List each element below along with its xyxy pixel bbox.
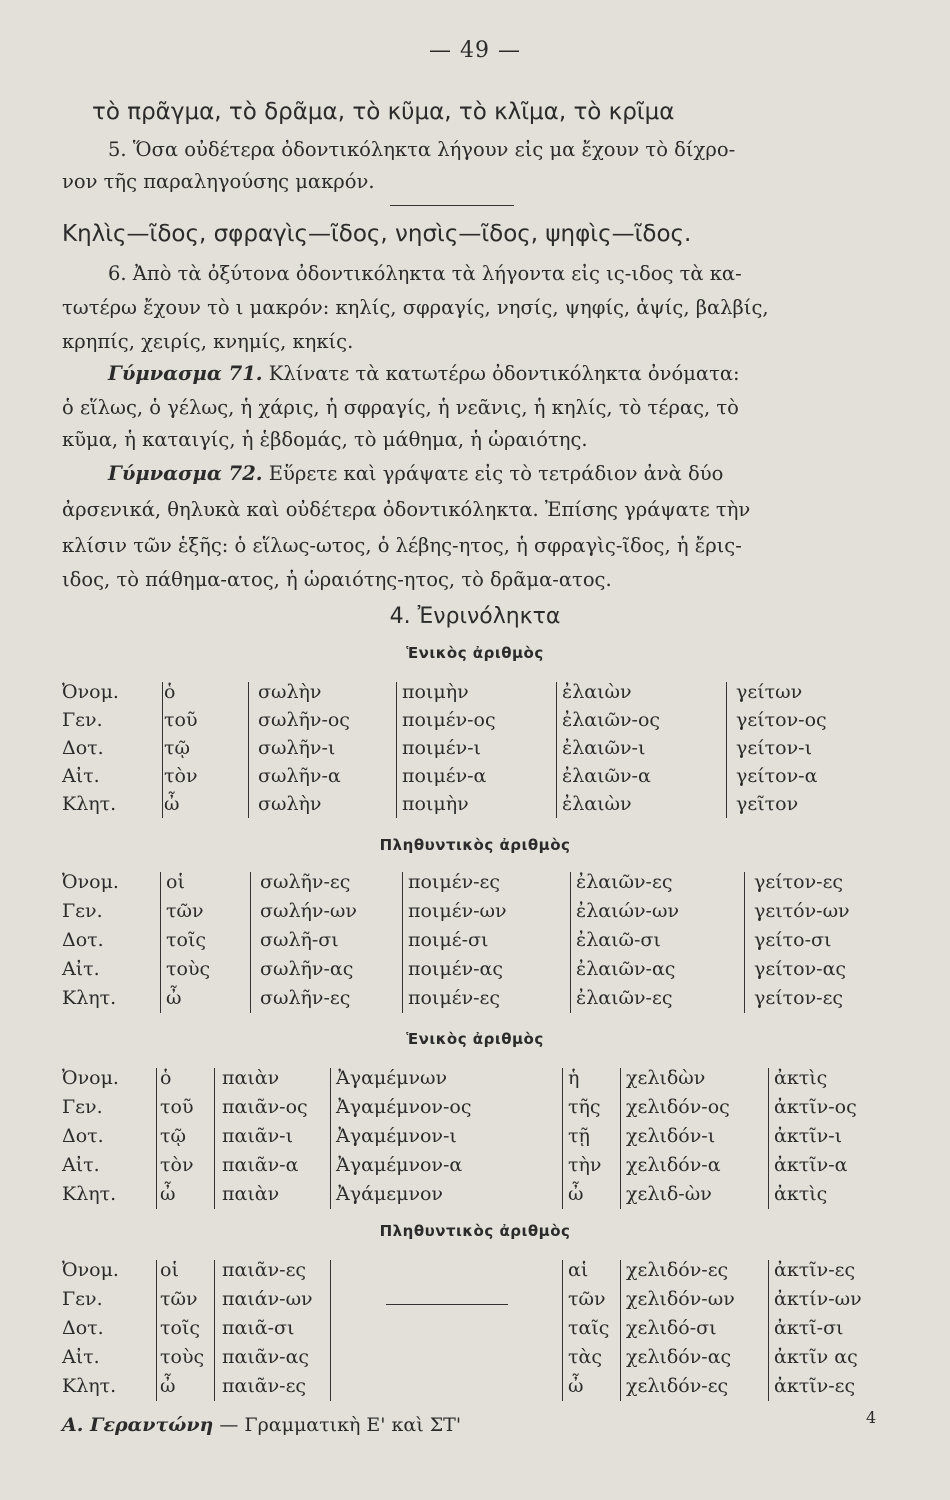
- separator-rule: [390, 205, 514, 206]
- column-rule: [620, 1068, 621, 1209]
- text-line-7: κρηπίς, χειρίς, κνημίς, κηκίς.: [62, 330, 354, 353]
- table-cell: σωλῆ-σι: [260, 929, 339, 951]
- case-label: Αἰτ.: [62, 958, 100, 980]
- column-rule: [620, 1260, 621, 1401]
- table-cell: σωλὴν: [258, 681, 322, 703]
- column-rule: [156, 1068, 157, 1209]
- table-cell: χελιδόν-ι: [626, 1125, 716, 1147]
- case-label: Κλητ.: [62, 793, 117, 815]
- table-cell: ὦ: [568, 1183, 584, 1205]
- column-rule: [214, 1260, 215, 1401]
- table-cell: ἐλαιῶ-σι: [576, 929, 661, 951]
- table-cell: χελιδόν-α: [626, 1154, 721, 1176]
- table-cell: ποιμέν-α: [402, 765, 487, 787]
- table-cell: ἀκτῖν-ες: [774, 1259, 856, 1281]
- table-cell: παιάν-ων: [222, 1288, 313, 1310]
- table-cell: τοῦ: [164, 709, 198, 731]
- column-rule: [556, 682, 557, 818]
- table-cell: παιᾶν-α: [222, 1154, 299, 1176]
- table-cell: ὁ: [164, 681, 176, 703]
- table-cell: ἐλαιῶν-ες: [576, 987, 673, 1009]
- footer-dash: —: [213, 1414, 245, 1436]
- table-cell: ποιμέν-ων: [408, 900, 507, 922]
- table-cell: γείτων: [736, 681, 803, 703]
- table-cell: γείτον-α: [736, 765, 818, 787]
- column-rule: [768, 1260, 769, 1401]
- table-cell: οἱ: [160, 1259, 179, 1281]
- exercise-71-text: Κλίνατε τὰ κατωτέρω ὀδοντικόληκτα ὀνόματα:: [262, 362, 740, 385]
- table-cell: ἐλαιών-ων: [576, 900, 680, 922]
- table-cell: τοῖς: [160, 1317, 201, 1339]
- table-cell: χελιδό-σι: [626, 1317, 717, 1339]
- table-cell: ταῖς: [568, 1317, 610, 1339]
- text-line-13: κλίσιν τῶν ἑξῆς: ὁ εἵλως-ωτος, ὁ λέβης-ητος, ἡ σφραγὶς-ῖδος, ἡ ἔρις-: [62, 534, 742, 557]
- table-cell: τὸν: [160, 1154, 194, 1176]
- case-label: Ὀνομ.: [62, 1259, 119, 1281]
- table-cell: χελιδόν-ος: [626, 1096, 730, 1118]
- case-label: Αἰτ.: [62, 1346, 100, 1368]
- table-cell: ὦ: [160, 1375, 176, 1397]
- heading-singular-2: Ἑνικὸς ἀριθμὸς: [406, 1030, 544, 1048]
- table-cell: τῆς: [568, 1096, 601, 1118]
- table-cell: σωλῆν-α: [258, 765, 341, 787]
- table-cell: Ἀγάμεμνον: [336, 1183, 443, 1205]
- table-cell: ἀκτῖν-α: [774, 1154, 848, 1176]
- text-line-4: Κηλὶς—ῖδος, σφραγὶς—ῖδος, νησὶς—ῖδος, ψηφὶς—ῖδος.: [62, 221, 692, 247]
- table-cell: γεῖτον: [736, 793, 799, 815]
- table-cell: παιᾶν-ες: [222, 1259, 307, 1281]
- table-cell: ἀκτὶς: [774, 1183, 828, 1205]
- table-cell: παιᾶν-ος: [222, 1096, 308, 1118]
- table-cell: ὁ: [160, 1067, 172, 1089]
- case-label: Δοτ.: [62, 1125, 104, 1147]
- table-cell: τῷ: [164, 737, 191, 759]
- table-cell: σωλὴν: [258, 793, 322, 815]
- table-cell: τῇ: [568, 1125, 590, 1147]
- table-cell: τῶν: [568, 1288, 606, 1310]
- column-rule: [330, 1068, 331, 1209]
- table-cell: ἐλαιὼν: [562, 793, 632, 815]
- column-rule: [160, 872, 161, 1013]
- case-label: Γεν.: [62, 1288, 103, 1310]
- table-cell: χελιδόν-ες: [626, 1259, 729, 1281]
- column-rule: [248, 682, 249, 818]
- table-cell: γείτον-ος: [736, 709, 827, 731]
- case-label: Κλητ.: [62, 1183, 117, 1205]
- table-cell: ποιμέν-ες: [408, 987, 501, 1009]
- signature-number: 4: [866, 1408, 877, 1427]
- case-label: Δοτ.: [62, 1317, 104, 1339]
- table-cell: τοῖς: [166, 929, 207, 951]
- table-cell: Ἀγαμέμνον-α: [336, 1154, 463, 1176]
- column-rule: [214, 1068, 215, 1209]
- column-rule: [156, 1260, 157, 1401]
- text-line-2: 5. Ὅσα οὐδέτερα ὀδοντικόληκτα λήγουν εἰς μα ἔχουν τὸ δίχρο-: [108, 138, 736, 161]
- table-cell: αἱ: [568, 1259, 589, 1281]
- column-rule: [726, 682, 727, 818]
- table-cell: ποιμέν-ες: [408, 871, 501, 893]
- table-cell: ἀκτῖν-ος: [774, 1096, 857, 1118]
- table-cell: Ἀγαμέμνον-ι: [336, 1125, 457, 1147]
- column-rule: [562, 1260, 563, 1401]
- table-cell: τοῦ: [160, 1096, 194, 1118]
- table-cell: τοὺς: [166, 958, 211, 980]
- table-cell: ὦ: [568, 1375, 584, 1397]
- case-label: Ὀνομ.: [62, 1067, 119, 1089]
- table-cell: γείτον-ι: [736, 737, 813, 759]
- table-cell: σωλῆν-ες: [260, 987, 351, 1009]
- table-cell: παιᾶν-ας: [222, 1346, 310, 1368]
- table-cell: σωλήν-ων: [260, 900, 357, 922]
- table-cell: τὴν: [568, 1154, 602, 1176]
- case-label: Αἰτ.: [62, 765, 100, 787]
- table-cell: χελιδὼν: [626, 1067, 706, 1089]
- table-cell: σωλῆν-ι: [258, 737, 336, 759]
- table-cell: ποιμὴν: [402, 793, 469, 815]
- table-cell: ἀκτῖ-σι: [774, 1317, 844, 1339]
- table-cell: χελιδόν-ες: [626, 1375, 729, 1397]
- table-cell: σωλῆν-ες: [260, 871, 351, 893]
- table-cell: γείτον-ες: [754, 871, 844, 893]
- case-label: Δοτ.: [62, 737, 104, 759]
- table-cell: παιὰν: [222, 1067, 280, 1089]
- table-cell: ποιμέ-σι: [408, 929, 489, 951]
- case-label: Ὀνομ.: [62, 871, 119, 893]
- exercise-72-text: Εὕρετε καὶ γράψατε εἰς τὸ τετράδιον ἀνὰ δύο: [262, 462, 724, 485]
- table-cell: ἐλαιῶν-ι: [562, 737, 646, 759]
- table-cell: ἀκτὶς: [774, 1067, 828, 1089]
- table-cell: ἡ: [568, 1067, 580, 1089]
- table-cell: Ἀγαμέμνον-ος: [336, 1096, 472, 1118]
- table-cell: χελιδόν-ας: [626, 1346, 732, 1368]
- table-cell: τὰς: [568, 1346, 602, 1368]
- text-line-6: τωτέρω ἔχουν τὸ ι μακρόν: κηλίς, σφραγίς, νησίς, ψηφίς, ἁψίς, βαλβίς,: [62, 296, 769, 319]
- text-line-10: κῦμα, ἡ καταιγίς, ἡ ἑβδομάς, τὸ μάθημα, ἡ ὡραιότης.: [62, 428, 588, 451]
- column-rule: [562, 1068, 563, 1209]
- footer: [62, 1414, 461, 1436]
- table-cell: τῶν: [160, 1288, 198, 1310]
- exercise-71-label: Γύμνασμα 71.: [108, 362, 263, 385]
- table-cell: σωλῆν-ας: [260, 958, 354, 980]
- table-cell: τοὺς: [160, 1346, 205, 1368]
- heading-plural-1: Πληθυντικὸς ἀριθμὸς: [379, 836, 571, 854]
- table-cell: Ἀγαμέμνων: [336, 1067, 448, 1089]
- table-cell: παιὰν: [222, 1183, 280, 1205]
- table-cell: ἐλαιῶν-ας: [576, 958, 676, 980]
- table-cell: ποιμὴν: [402, 681, 469, 703]
- table-cell: ἐλαιῶν-α: [562, 765, 651, 787]
- table-cell: ἀκτίν-ων: [774, 1288, 862, 1310]
- table-cell: γείτο-σι: [754, 929, 832, 951]
- table-cell: τῷ: [160, 1125, 187, 1147]
- table-cell: ἀκτῖν ας: [774, 1346, 858, 1368]
- footer-author: Α. Γεραντώνη: [62, 1414, 214, 1436]
- table-cell: παιᾶν-ες: [222, 1375, 307, 1397]
- table-cell: γείτον-ες: [754, 987, 844, 1009]
- table-cell: ἐλαιῶν-ες: [576, 871, 673, 893]
- omitted-plural-rule: [386, 1304, 508, 1305]
- text-line-9: ὁ εἵλως, ὁ γέλως, ἡ χάρις, ἡ σφραγίς, ἡ νεᾶνις, ἡ κηλίς, τὸ τέρας, τὸ: [62, 396, 739, 419]
- table-cell: ὦ: [160, 1183, 176, 1205]
- exercise-72: [108, 462, 902, 486]
- table-cell: σωλῆν-ος: [258, 709, 350, 731]
- heading-plural-2: Πληθυντικὸς ἀριθμὸς: [379, 1222, 571, 1240]
- column-rule: [570, 872, 571, 1013]
- text-line-1: τὸ πρᾶγμα, τὸ δρᾶμα, τὸ κῦμα, τὸ κλῖμα, τὸ κρῖμα: [92, 99, 675, 125]
- table-cell: τῶν: [166, 900, 204, 922]
- case-label: Γεν.: [62, 709, 103, 731]
- column-rule: [330, 1260, 331, 1401]
- column-rule: [744, 872, 745, 1013]
- text-line-3: νον τῆς παραληγούσης μακρόν.: [62, 170, 375, 193]
- column-rule: [162, 682, 163, 818]
- table-cell: ἐλαιὼν: [562, 681, 632, 703]
- table-cell: γείτον-ας: [754, 958, 847, 980]
- case-label: Δοτ.: [62, 929, 104, 951]
- column-rule: [768, 1068, 769, 1209]
- table-cell: χελιδ-ὼν: [626, 1183, 712, 1205]
- table-cell: παιᾶ-σι: [222, 1317, 295, 1339]
- table-cell: ποιμέν-ας: [408, 958, 504, 980]
- case-label: Κλητ.: [62, 987, 117, 1009]
- footer-title: Γραμματικὴ Ε' καὶ ΣΤ': [244, 1414, 462, 1436]
- table-cell: ποιμέν-ι: [402, 737, 481, 759]
- case-label: Αἰτ.: [62, 1154, 100, 1176]
- table-cell: ποιμέν-ος: [402, 709, 496, 731]
- case-label: Γεν.: [62, 900, 103, 922]
- table-cell: παιᾶν-ι: [222, 1125, 294, 1147]
- table-cell: ὦ: [164, 793, 180, 815]
- text-line-14: ιδος, τὸ πάθημα-ατος, ἡ ὡραιότης-ητος, τὸ δρᾶμα-ατος.: [62, 568, 612, 591]
- table-cell: οἱ: [166, 871, 185, 893]
- column-rule: [396, 682, 397, 818]
- table-cell: ἀκτῖν-ες: [774, 1375, 856, 1397]
- text-line-5: 6. Ἀπὸ τὰ ὀξύτονα ὀδοντικόληκτα τὰ λήγοντα εἰς ις-ιδος τὰ κα-: [108, 262, 742, 285]
- case-label: Γεν.: [62, 1096, 103, 1118]
- case-label: Ὀνομ.: [62, 681, 119, 703]
- table-cell: ἐλαιῶν-ος: [562, 709, 661, 731]
- column-rule: [402, 872, 403, 1013]
- table-cell: τὸν: [164, 765, 198, 787]
- heading-singular-1: Ἑνικὸς ἀριθμὸς: [406, 644, 544, 662]
- table-cell: ἀκτῖν-ι: [774, 1125, 843, 1147]
- section-title: 4. Ἐνρινόληκτα: [389, 604, 561, 629]
- exercise-72-label: Γύμνασμα 72.: [108, 462, 263, 485]
- column-rule: [250, 872, 251, 1013]
- case-label: Κλητ.: [62, 1375, 117, 1397]
- exercise-71: [108, 362, 902, 386]
- text-line-12: ἀρσενικά, θηλυκὰ καὶ οὐδέτερα ὀδοντικόληκτα. Ἐπίσης γράψατε τὴν: [62, 498, 751, 521]
- page-number: — 49 —: [429, 38, 521, 63]
- table-cell: ὦ: [166, 987, 182, 1009]
- table-cell: γειτόν-ων: [754, 900, 850, 922]
- table-cell: χελιδόν-ων: [626, 1288, 735, 1310]
